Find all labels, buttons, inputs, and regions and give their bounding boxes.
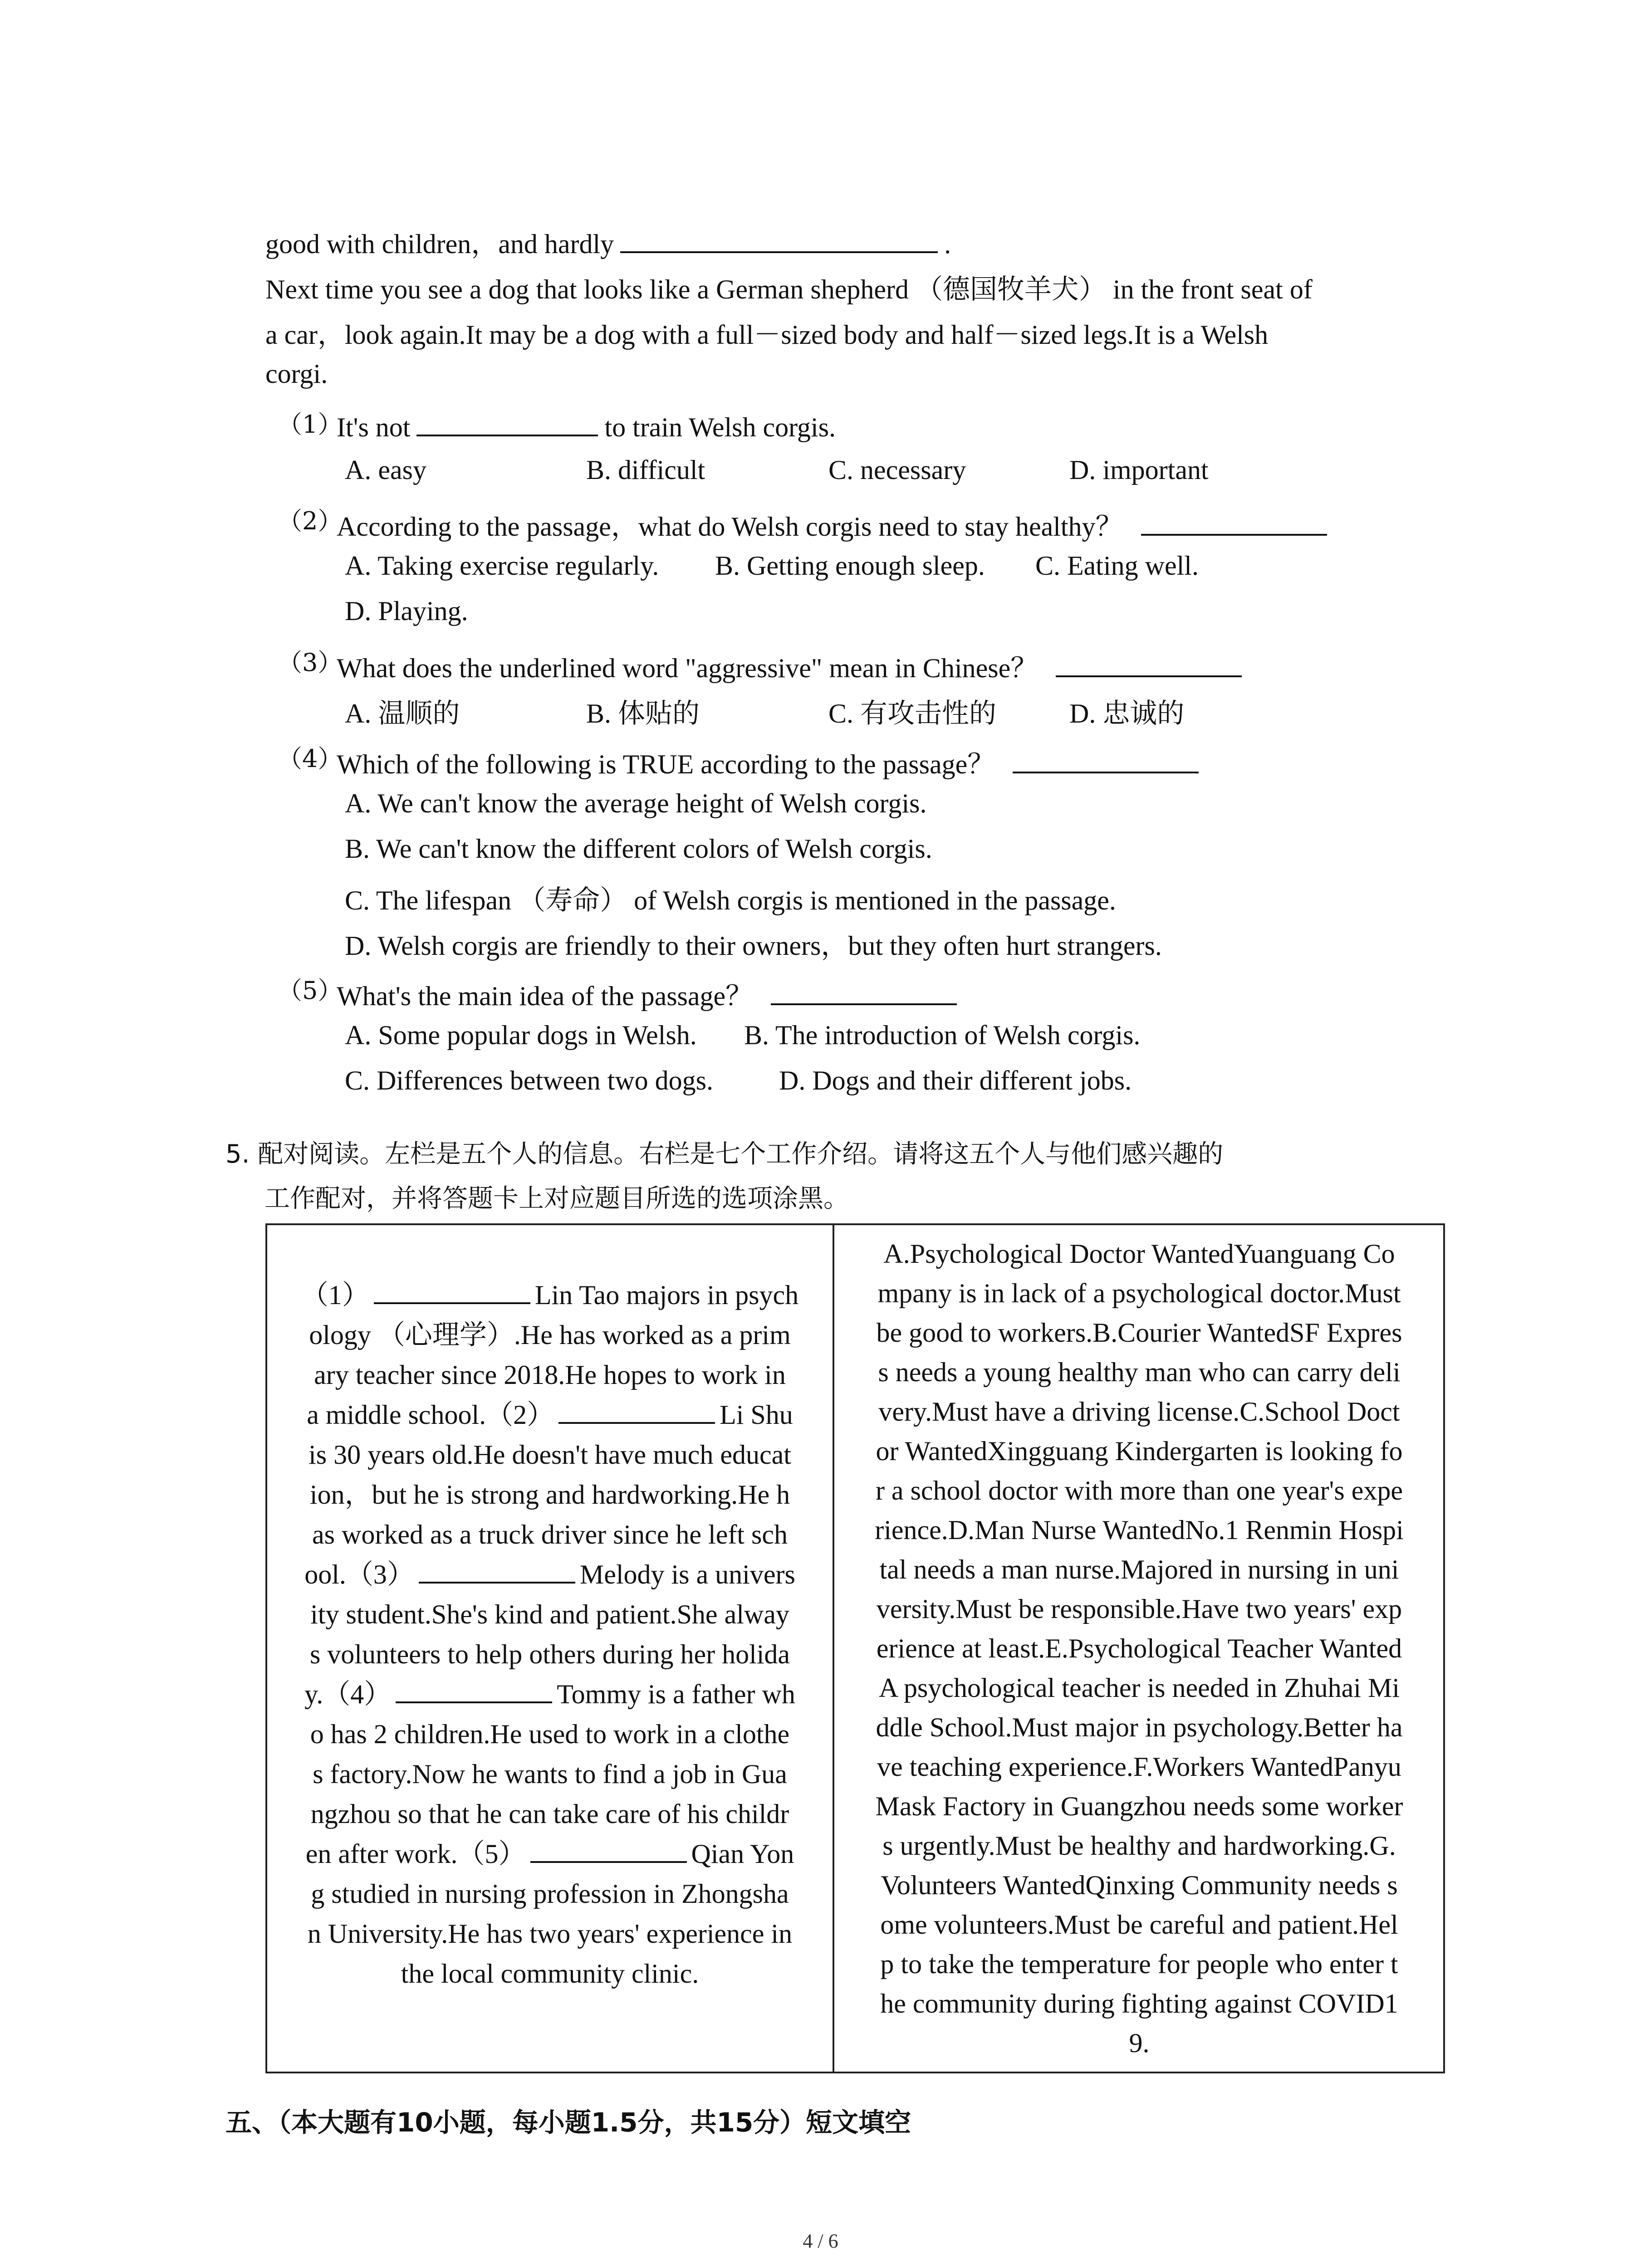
question-number: （2） [278, 507, 343, 535]
answer-blank[interactable] [771, 977, 957, 1005]
job-line: A.Psychological Doctor WantedYuanguang Co [883, 1239, 1395, 1269]
option[interactable]: A. 温顺的 [345, 699, 460, 728]
option[interactable]: D. Playing. [345, 596, 468, 626]
question-1-text [337, 408, 836, 443]
section-5-instruction-line-1: 5. 配对阅读。左栏是五个人的信息。右栏是七个工作介绍。请将这五个人与他们感兴趣的 [225, 1139, 1224, 1169]
option[interactable]: A. Some popular dogs in Welsh. [345, 1020, 697, 1050]
job-line: ome volunteers.Must be careful and patient.Hel [880, 1910, 1398, 1940]
job-line: s urgently.Must be healthy and hardworking.G. [882, 1831, 1396, 1861]
answer-blank[interactable] [620, 225, 938, 253]
option[interactable]: A. Taking exercise regularly. [345, 551, 659, 581]
question-4-text [337, 743, 1205, 782]
people-line: y.（4） Tommy is a father wh [275, 1674, 824, 1714]
job-line: erience at least.E.Psychological Teacher Wanted [876, 1633, 1402, 1663]
option[interactable]: C. Differences between two dogs. [345, 1066, 713, 1095]
job-line: or WantedXingguang Kindergarten is looking fo [876, 1436, 1403, 1466]
people-line: o has 2 children.He used to work in a clothe [310, 1719, 790, 1749]
job-line: Mask Factory in Guangzhou needs some worker [875, 1791, 1403, 1821]
answer-blank[interactable] [1141, 508, 1327, 536]
passage-line-3: a car，look again.It may be a dog with a full－sized body and half－sized legs.It is a Welsh [265, 320, 1269, 350]
question-1-text-before: It's not [337, 412, 411, 442]
passage-line-2: Next time you see a dog that looks like a German shepherd （德国牧羊犬） in the front seat of [265, 274, 1313, 304]
question-1-text-after: to train Welsh corgis. [604, 412, 836, 442]
people-line: ary teacher since 2018.He hopes to work in [314, 1360, 786, 1390]
option[interactable]: B. The introduction of Welsh corgis. [744, 1020, 1141, 1050]
passage-line-4: corgi. [265, 359, 328, 389]
option[interactable]: B. Getting enough sleep. [715, 551, 985, 581]
people-line: en after work.（5） Qian Yon [275, 1834, 824, 1874]
option[interactable]: C. 有攻击性的 [828, 699, 997, 728]
people-line: （1） Lin Tao majors in psych [275, 1275, 824, 1315]
option[interactable]: C. necessary [828, 455, 966, 485]
job-line: 9. [1129, 2028, 1150, 2058]
answer-blank[interactable] [1013, 745, 1199, 773]
job-line: Volunteers WantedQinxing Community needs s [881, 1870, 1398, 1900]
question-3-text [337, 646, 1248, 685]
option[interactable]: D. important [1069, 455, 1209, 485]
option[interactable]: B. difficult [586, 455, 705, 485]
people-line: is 30 years old.He doesn't have much educat [309, 1440, 791, 1470]
job-line: be good to workers.B.Courier WantedSF Expres [876, 1318, 1402, 1348]
job-line: he community during fighting against COVID1 [880, 1989, 1398, 2019]
passage-line-1 [265, 222, 951, 261]
question-5-text-content: What's the main idea of the passage？ [337, 981, 753, 1011]
section-5-instruction-line-2: 工作配对，并将答题卡上对应题目所选的选项涂黑。 [265, 1184, 849, 1213]
question-number: （1） [278, 410, 343, 439]
job-line: r a school doctor with more than one year's expe [875, 1476, 1403, 1505]
passage-line-1-end: . [944, 229, 951, 259]
answer-blank[interactable] [558, 1398, 715, 1424]
option[interactable]: B. 体贴的 [586, 699, 700, 728]
job-line: A psychological teacher is needed in Zhuhai Mi [879, 1673, 1400, 1703]
question-4-text-content: Which of the following is TRUE according to the passage？ [337, 749, 995, 779]
answer-blank[interactable] [396, 1678, 552, 1703]
answer-blank[interactable] [419, 1558, 575, 1584]
people-column [275, 1275, 824, 1994]
question-3-text-content: What does the underlined word "aggressive" mean in Chinese？ [337, 653, 1038, 683]
job-line: mpany is in lack of a psychological doctor.Must [877, 1278, 1401, 1308]
people-line: the local community clinic. [401, 1959, 699, 1989]
answer-blank[interactable] [374, 1279, 530, 1304]
option[interactable]: D. Dogs and their different jobs. [779, 1066, 1132, 1095]
question-5-text [337, 974, 963, 1013]
people-line: as worked as a truck driver since he left sch [312, 1520, 788, 1549]
people-line: ity student.She's kind and patient.She alway [310, 1599, 789, 1629]
option[interactable]: A. We can't know the average height of Welsh corgis. [345, 788, 927, 818]
people-line: ology （心理学）.He has worked as a prim [309, 1320, 791, 1350]
job-line: s needs a young healthy man who can carry deli [878, 1357, 1401, 1387]
people-line: g studied in nursing profession in Zhongsha [311, 1879, 789, 1909]
option[interactable]: D. 忠诚的 [1069, 699, 1185, 728]
answer-blank[interactable] [530, 1838, 687, 1863]
job-line: p to take the temperature for people who enter t [880, 1949, 1398, 1979]
table-column-divider [833, 1225, 834, 2072]
question-2-text-content: According to the passage，what do Welsh corgis need to stay healthy？ [337, 512, 1123, 542]
job-line: versity.Must be responsible.Have two years' exp [876, 1594, 1402, 1624]
option[interactable]: C. The lifespan （寿命） of Welsh corgis is mentioned in the passage. [345, 885, 1116, 915]
people-line: n University.He has two years' experience in [307, 1919, 793, 1949]
people-line: s factory.Now he wants to find a job in Gua [313, 1759, 787, 1789]
option[interactable]: B. We can't know the different colors of Welsh corgis. [345, 834, 932, 864]
question-2-text [337, 505, 1333, 544]
people-line: a middle school.（2） Li Shu [275, 1395, 824, 1435]
job-line: ddle School.Must major in psychology.Better ha [876, 1712, 1403, 1742]
job-line: ve teaching experience.F.Workers WantedPanyu [877, 1752, 1401, 1782]
question-number: （5） [278, 976, 343, 1005]
people-line: ngzhou so that he can take care of his childr [310, 1799, 789, 1829]
job-line: rience.D.Man Nurse WantedNo.1 Renmin Hospi [875, 1515, 1404, 1545]
job-line: tal needs a man nurse.Majored in nursing in uni [879, 1554, 1399, 1584]
answer-blank[interactable] [1056, 649, 1242, 677]
matching-table [265, 1223, 1445, 2073]
people-line: s volunteers to help others during her holida [309, 1639, 790, 1669]
people-line: ion，but he is strong and hardworking.He h [309, 1480, 790, 1510]
people-line: ool.（3） Melody is a univers [275, 1554, 824, 1594]
page-number: 4 / 6 [803, 2230, 838, 2252]
question-number: （3） [278, 648, 343, 677]
option[interactable]: C. Eating well. [1035, 551, 1199, 581]
question-number: （4） [278, 744, 343, 773]
option[interactable]: A. easy [345, 455, 426, 485]
option[interactable]: D. Welsh corgis are friendly to their owners，but they often hurt strangers. [345, 931, 1162, 961]
answer-blank[interactable] [416, 408, 598, 436]
job-line: very.Must have a driving license.C.School Doct [878, 1397, 1400, 1427]
jobs-column [840, 1234, 1439, 2063]
passage-line-1-text: good with children，and hardly [265, 229, 614, 259]
section-title: 五、（本大题有10小题，每小题1.5分，共15分）短文填空 [225, 2107, 911, 2138]
